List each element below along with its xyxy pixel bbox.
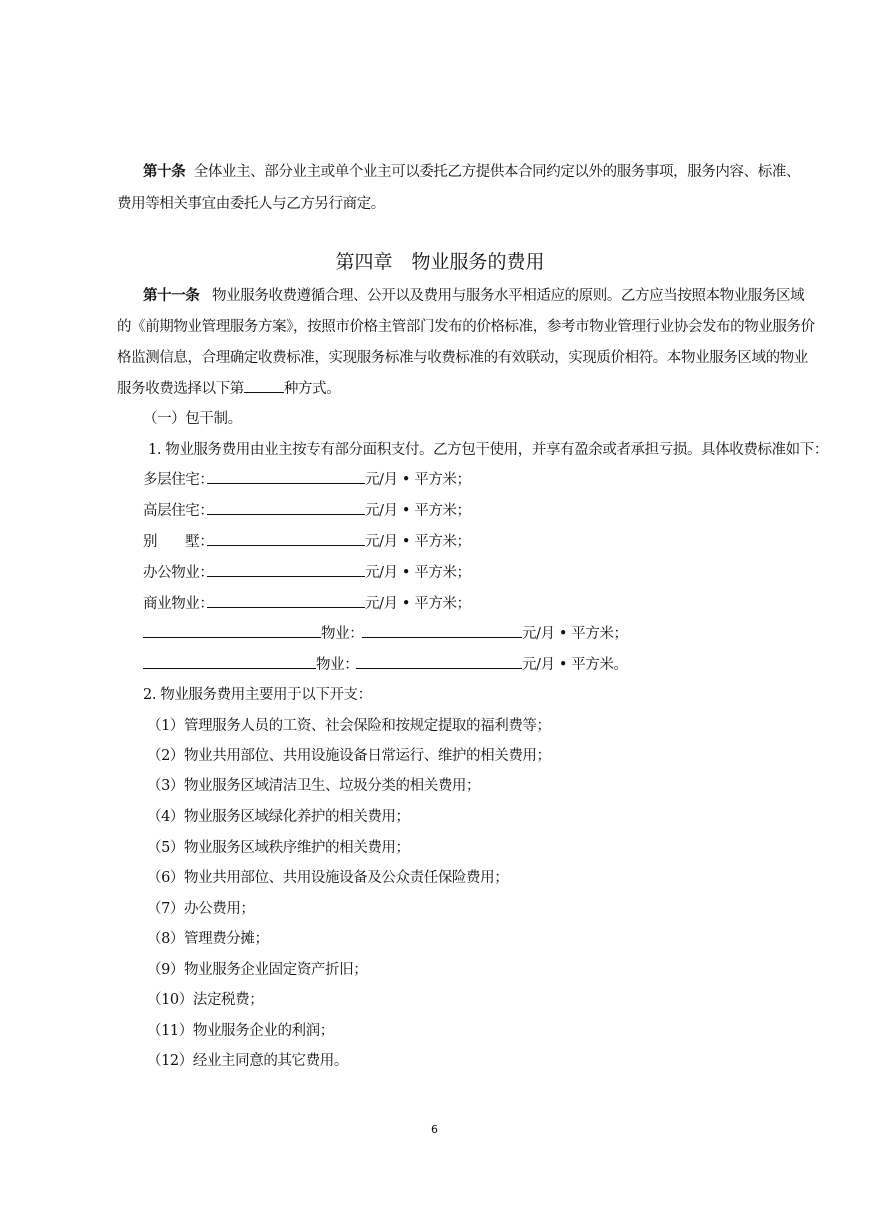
- rate-blank: [207, 593, 365, 608]
- expense-item: （6）物业共用部位、共用设施设备及公众责任保险费用；: [147, 870, 509, 886]
- rate-label: 高层住宅：: [143, 503, 214, 519]
- expense-item: （5）物业服务区域秩序维护的相关费用；: [147, 840, 410, 856]
- rate-unit: 元/月 • 平方米；: [365, 503, 471, 519]
- rate-label: 多层住宅：: [143, 472, 214, 488]
- item-2-title: 2. 物业服务费用主要用于以下开支：: [143, 687, 372, 703]
- rate-unit: 元/月 • 平方米；: [365, 472, 471, 488]
- rate-row: [143, 562, 471, 583]
- expense-item: （8）管理费分摊；: [147, 931, 269, 947]
- rate-label: 商业物业：: [143, 596, 214, 612]
- rate-row: [143, 469, 471, 490]
- article-11-line-4: [117, 378, 340, 399]
- expense-item: （1）管理服务人员的工资、社会保险和按规定提取的福利费等；: [147, 718, 551, 734]
- property-type-blank: [143, 654, 316, 669]
- rate-row: [143, 500, 471, 521]
- article-11-line-1: [143, 286, 804, 306]
- expense-item: （3）物业服务区域清洁卫生、垃圾分类的相关费用；: [147, 778, 481, 794]
- rate-unit: 元/月 • 平方米；: [365, 534, 471, 550]
- chapter-title: 第四章 物业服务的费用: [335, 251, 545, 273]
- rate-blank: [207, 500, 365, 515]
- rate-label: 办公物业：: [143, 565, 214, 581]
- article-11-label: 第十一条: [143, 288, 200, 304]
- article-10-text-1: 全体业主、部分业主或单个业主可以委托乙方提供本合同约定以外的服务事项，服务内容、标准、: [193, 164, 801, 180]
- expense-item: （10）法定税费；: [147, 992, 264, 1008]
- method-number-blank: [244, 378, 284, 393]
- article-10-line-2: 费用等相关事宜由委托人与乙方另行商定。: [117, 196, 385, 212]
- rate-row: [143, 531, 471, 552]
- item-1-text: 1. 物业服务费用由业主按专有部分面积支付。乙方包干使用，并享有盈余或者承担亏损。具体收费标准如下：: [148, 442, 828, 458]
- article-11-text-1: 物业服务收费遵循合理、公开以及费用与服务水平相适应的原则。乙方应当按照本物业服务区域: [212, 288, 805, 304]
- article-10-label: 第十条: [143, 164, 186, 180]
- custom-rate-unit: 元/月 • 平方米。: [522, 657, 628, 673]
- rate-blank: [207, 469, 365, 484]
- page-number: 6: [431, 1123, 438, 1136]
- custom-rate-unit: 元/月 • 平方米；: [522, 626, 628, 642]
- custom-rate-mid: 物业：: [321, 626, 364, 642]
- custom-rate-mid: 物业：: [316, 657, 359, 673]
- expense-item: （9）物业服务企业固定资产折旧；: [147, 962, 368, 978]
- expense-item: （4）物业服务区域绿化养护的相关费用；: [147, 809, 410, 825]
- expense-item: （7）办公费用；: [147, 901, 255, 917]
- expense-item: （2）物业共用部位、共用设施设备日常运行、维护的相关费用；: [147, 748, 551, 764]
- expense-item: （11）物业服务企业的利润；: [147, 1023, 334, 1039]
- custom-rate-row: [143, 654, 628, 675]
- option-1-heading: （一）包干制。: [143, 411, 242, 427]
- rate-unit: 元/月 • 平方米；: [365, 596, 471, 612]
- rate-label: 别 墅：: [143, 534, 214, 550]
- rate-unit: 元/月 • 平方米；: [365, 565, 471, 581]
- rate-row: [143, 593, 471, 614]
- article-11-text-4b: 种方式。: [283, 381, 341, 397]
- custom-rate-row: [143, 623, 628, 644]
- rate-blank: [356, 654, 522, 669]
- expense-item: （12）经业主同意的其它费用。: [147, 1053, 348, 1069]
- rate-blank: [207, 531, 365, 546]
- article-10-line-1: [143, 162, 800, 182]
- rate-blank: [207, 562, 365, 577]
- article-11-line-2: 的《前期物业管理服务方案》，按照市价格主管部门发布的价格标准，参考市物业管理行业协会发布的物业服务价: [117, 319, 815, 335]
- article-11-text-4a: 服务收费选择以下第: [117, 381, 244, 397]
- property-type-blank: [143, 623, 321, 638]
- rate-blank: [362, 623, 522, 638]
- article-11-line-3: 格监测信息，合理确定收费标准，实现服务标准与收费标准的有效联动，实现质价相符。本物业服务区域的物业: [117, 350, 808, 366]
